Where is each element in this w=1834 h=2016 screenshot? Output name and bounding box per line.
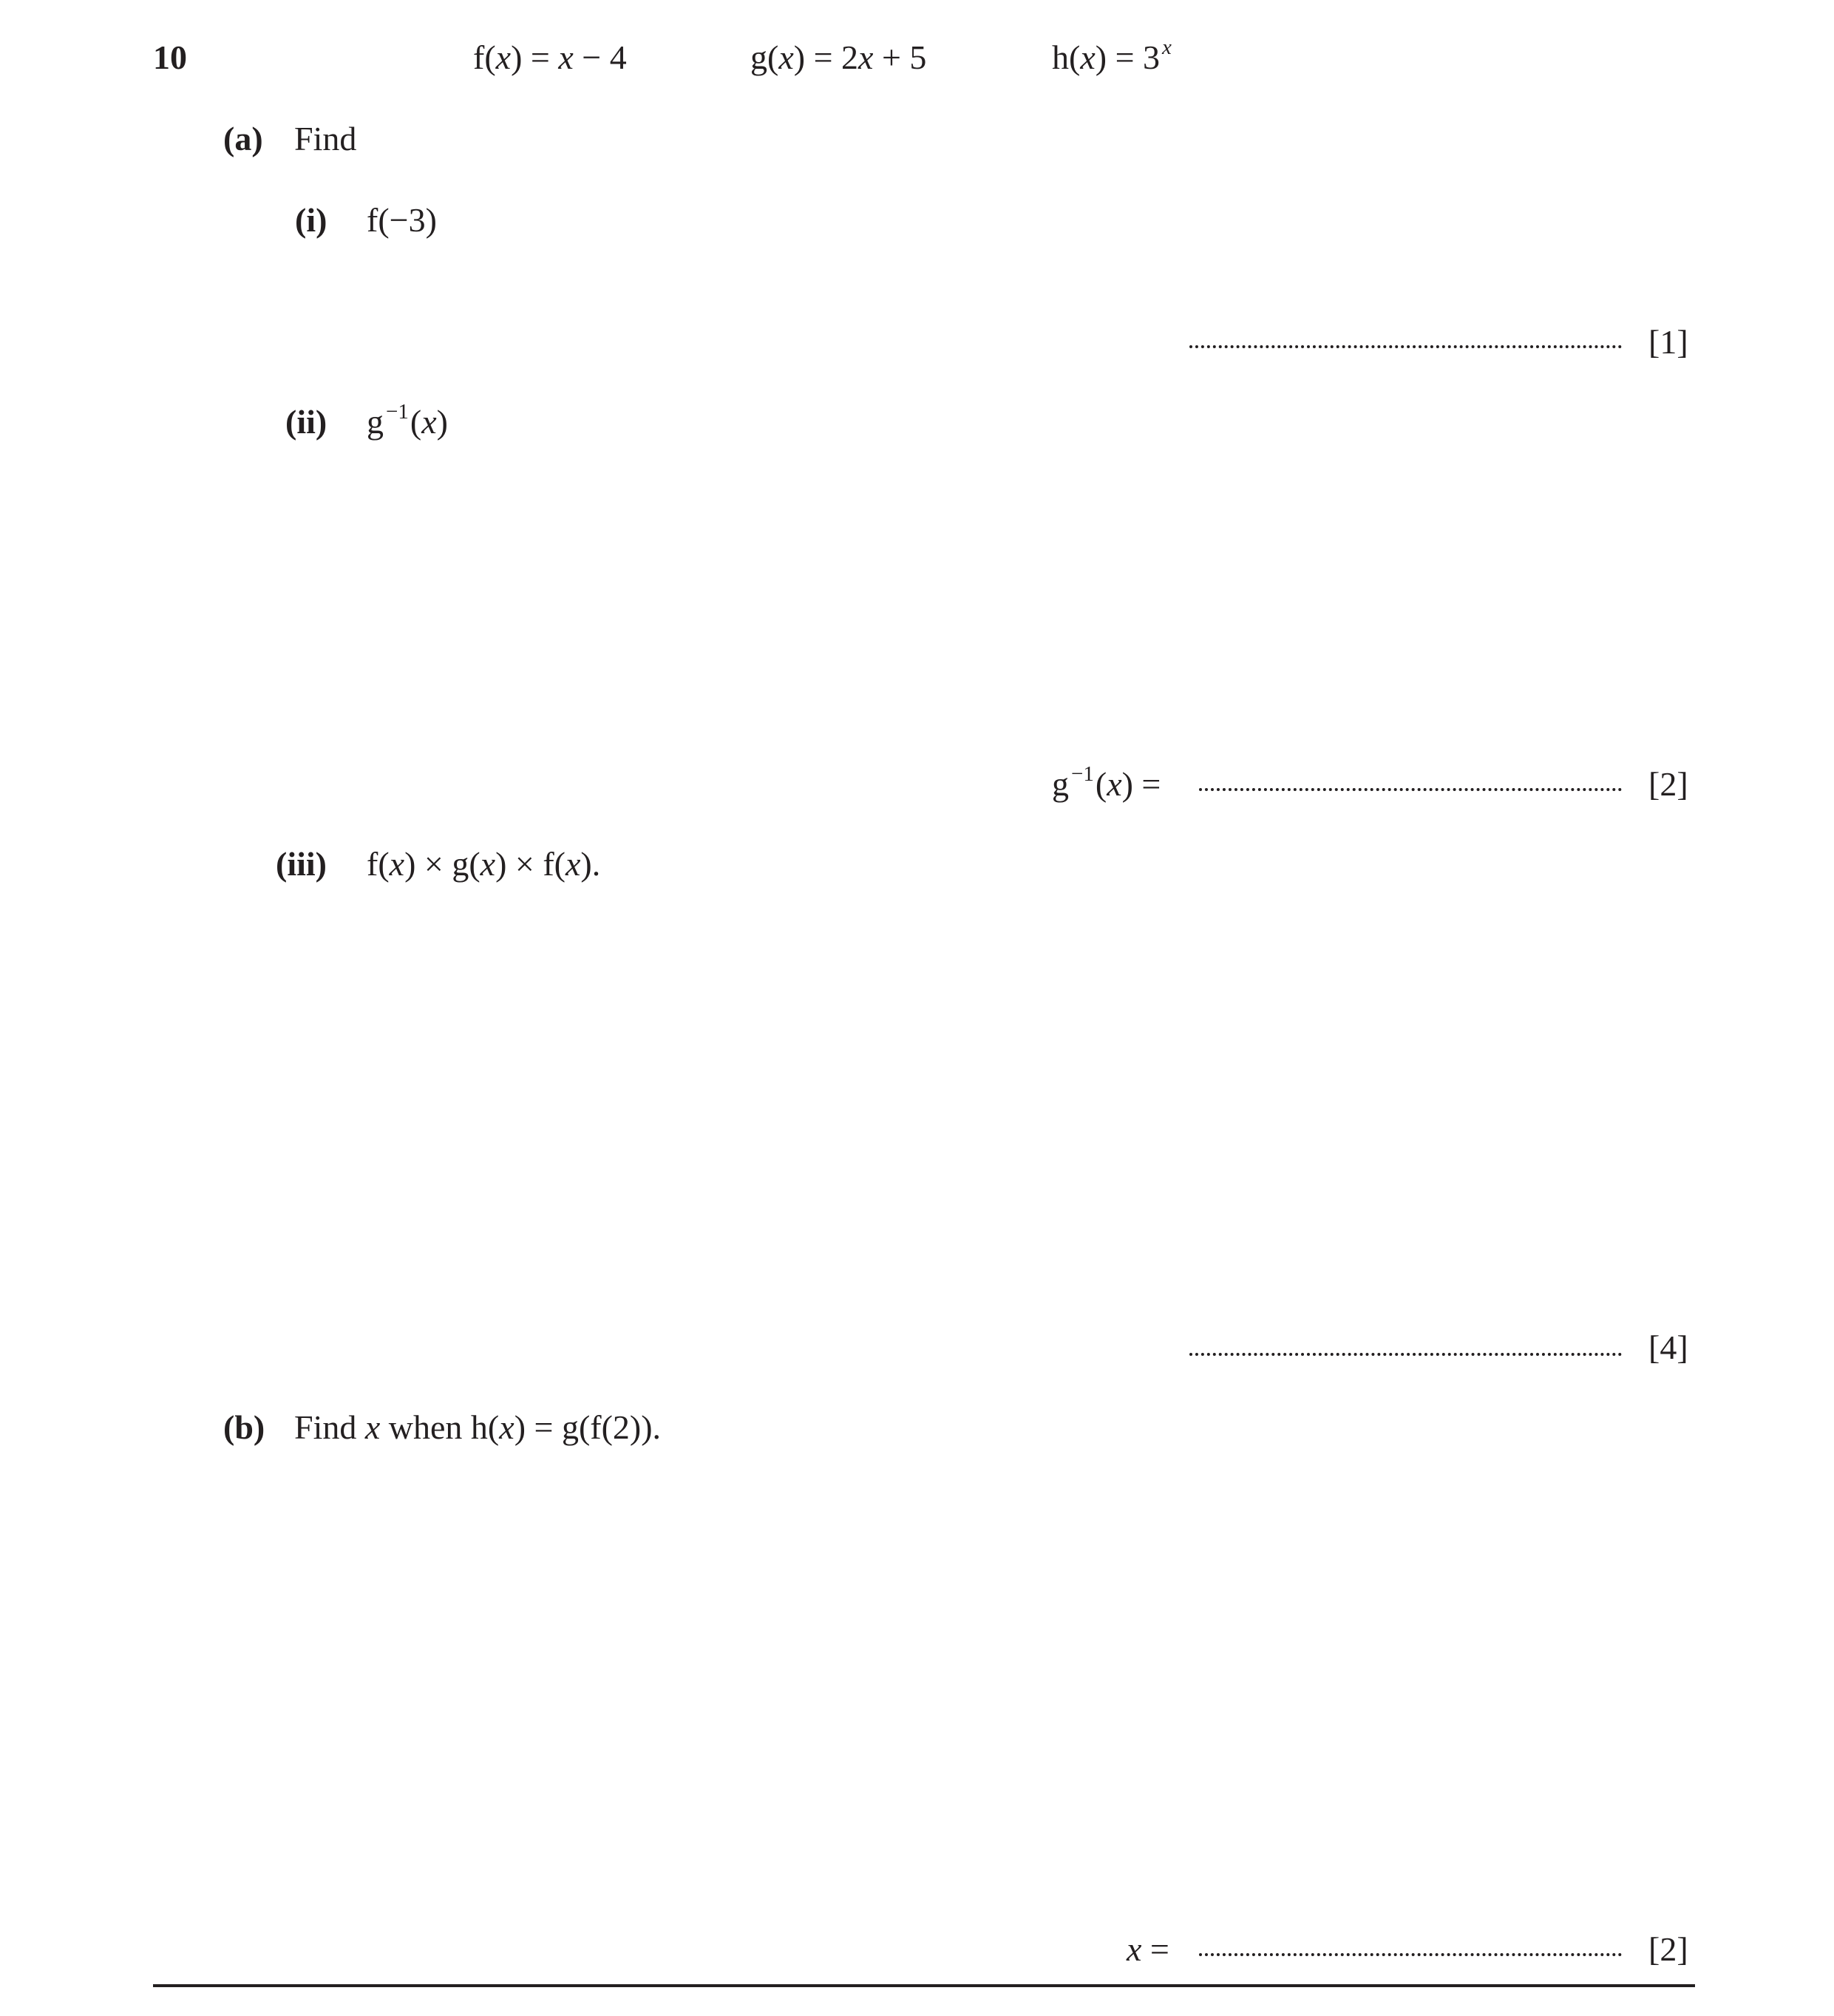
b-answer-var: x: [1127, 1930, 1142, 1968]
part-a-i-expression: f(−3): [367, 201, 437, 239]
iii-var-2: x: [480, 845, 496, 883]
part-a-iii-label: (iii): [276, 845, 327, 883]
marks-a-iii: [4]: [1648, 1328, 1688, 1366]
f-close: ): [511, 38, 523, 76]
h-var: x: [1080, 38, 1096, 76]
g-rhs-rest: + 5: [873, 38, 927, 76]
iii-seg-1: f(: [367, 845, 390, 883]
part-a-instruction: Find: [294, 120, 357, 157]
f-open: (: [484, 38, 496, 76]
f-rhs-var: x: [558, 38, 574, 76]
b-var-2: x: [499, 1408, 514, 1446]
marks-a-i: [1]: [1648, 323, 1688, 361]
ii-var: x: [421, 403, 437, 441]
answer-line-a-i[interactable]: [1189, 345, 1622, 348]
f-var: x: [495, 38, 512, 76]
f-rhs-rest: − 4: [573, 38, 627, 76]
answer-line-a-iii[interactable]: [1189, 1353, 1622, 1356]
b-when: when h(: [380, 1408, 500, 1446]
ii-fn: g: [367, 403, 384, 441]
marks-a-ii: [2]: [1648, 765, 1688, 803]
answer-prefix-a-ii: [1052, 762, 1161, 803]
g-var: x: [778, 38, 794, 76]
f-eq: =: [522, 38, 559, 76]
h-open: (: [1069, 38, 1081, 76]
iii-var-3: x: [565, 845, 581, 883]
b-var: x: [364, 1408, 381, 1446]
question-number: 10: [153, 38, 187, 76]
f-name: f: [473, 38, 485, 76]
answer-line-a-ii[interactable]: [1199, 788, 1622, 791]
answer-prefix-b: [1127, 1932, 1169, 1966]
function-h-definition: [1052, 35, 1173, 76]
function-g-definition: [750, 38, 927, 76]
ii-ans-fn: g: [1052, 765, 1069, 803]
h-eq: = 3: [1107, 38, 1161, 76]
iii-seg-3: ) × f(: [495, 845, 566, 883]
ii-ans-open: (: [1095, 765, 1107, 803]
iii-seg-2: ) × g(: [404, 845, 480, 883]
g-rhs-var: x: [858, 38, 874, 76]
part-b-question: [294, 1408, 662, 1446]
g-open: (: [767, 38, 779, 76]
ii-ans-close: ) =: [1121, 765, 1161, 803]
ii-open: (: [410, 403, 422, 441]
bottom-rule: [153, 1984, 1695, 1987]
iii-seg-4: ).: [580, 845, 601, 883]
ii-ans-superscript: −1: [1071, 762, 1094, 786]
b-answer-eq: =: [1141, 1930, 1169, 1968]
g-close: ): [793, 38, 806, 76]
g-eq: = 2: [805, 38, 859, 76]
ii-close: ): [436, 403, 448, 441]
h-close: ): [1095, 38, 1107, 76]
function-f-definition: [473, 38, 627, 76]
part-b-label: (b): [223, 1408, 265, 1446]
g-name: g: [750, 38, 767, 76]
marks-b: [2]: [1648, 1930, 1688, 1968]
ii-inverse-superscript: −1: [386, 400, 409, 424]
iii-var-1: x: [389, 845, 405, 883]
part-a-iii-expression: [367, 847, 600, 881]
b-rest: ) = g(f(2)).: [514, 1408, 662, 1446]
part-a-label: (a): [223, 120, 263, 157]
h-exponent: x: [1162, 35, 1172, 59]
ii-ans-var: x: [1107, 765, 1122, 803]
part-a-i-label: (i): [295, 201, 327, 239]
b-find: Find: [294, 1408, 365, 1446]
part-a-ii-expression: [367, 400, 448, 441]
answer-line-b[interactable]: [1199, 1953, 1622, 1956]
h-name: h: [1052, 38, 1069, 76]
part-a-ii-label: (ii): [285, 403, 327, 441]
